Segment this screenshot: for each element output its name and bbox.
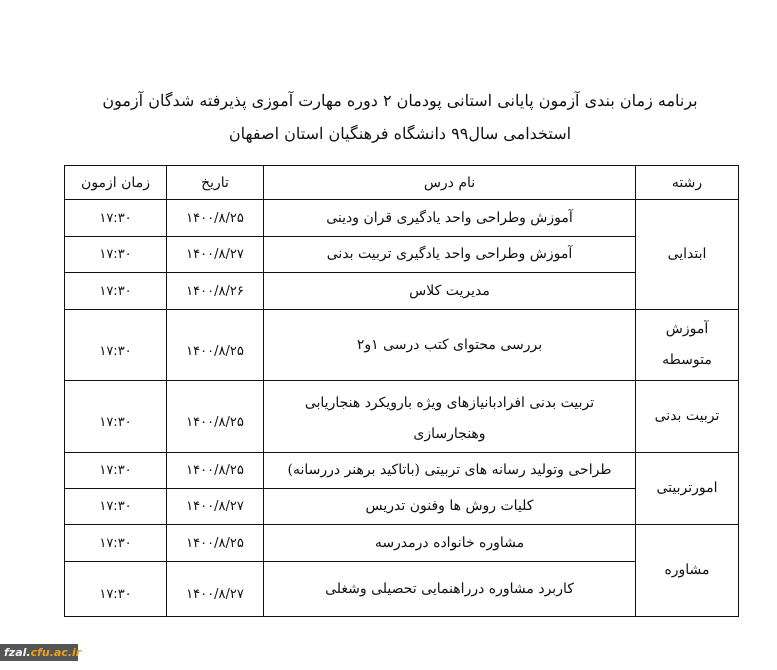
header-time: زمان ازمون bbox=[65, 166, 167, 200]
time-cell: ۱۷:۳۰ bbox=[65, 200, 167, 237]
time-cell: ۱۷:۳۰ bbox=[65, 525, 167, 562]
course-cell: کلیات روش ها وفنون تدریس bbox=[264, 489, 636, 525]
time-cell: ۱۷:۳۰ bbox=[65, 562, 167, 617]
time-cell: ۱۷:۳۰ bbox=[65, 237, 167, 273]
time-cell: ۱۷:۳۰ bbox=[65, 453, 167, 489]
course-cell: مشاوره خانواده درمدرسه bbox=[264, 525, 636, 562]
date-cell: ۱۴۰۰/۸/۲۵ bbox=[167, 453, 264, 489]
date-cell: ۱۴۰۰/۸/۲۶ bbox=[167, 273, 264, 310]
course-cell: آموزش وطراحی واحد یادگیری تربیت بدنی bbox=[264, 237, 636, 273]
time-cell: ۱۷:۳۰ bbox=[65, 273, 167, 310]
course-cell: آموزش وطراحی واحد یادگیری قران ودینی bbox=[264, 200, 636, 237]
table-row bbox=[65, 453, 739, 489]
date-cell: ۱۴۰۰/۸/۲۵ bbox=[167, 200, 264, 237]
date-cell: ۱۴۰۰/۸/۲۷ bbox=[167, 237, 264, 273]
field-cell: امورتربیتی bbox=[636, 453, 739, 525]
date-cell: ۱۴۰۰/۸/۲۷ bbox=[167, 562, 264, 617]
document-title-line-2: استخدامی سال۹۹ دانشگاه فرهنگیان استان اصفهان bbox=[228, 124, 572, 143]
table-row bbox=[65, 200, 739, 237]
time-cell: ۱۷:۳۰ bbox=[65, 489, 167, 525]
table-header-row bbox=[65, 166, 739, 200]
header-date: تاریخ bbox=[167, 166, 264, 200]
field-cell: تربیت بدنی bbox=[636, 381, 739, 453]
document-title-line-1: برنامه زمان بندی آزمون پایانی استانی پودمان ۲ دوره مهارت آموزی پذیرفته شدگان آزمون bbox=[102, 91, 698, 110]
header-course: نام درس bbox=[264, 166, 636, 200]
table-row bbox=[65, 310, 739, 381]
date-cell: ۱۴۰۰/۸/۲۵ bbox=[167, 381, 264, 453]
date-cell: ۱۴۰۰/۸/۲۵ bbox=[167, 525, 264, 562]
header-field: رشته bbox=[636, 166, 739, 200]
course-cell: تربیت بدنی افرادبانیازهای ویژه بارویکرد هنجاریابی وهنجارسازی bbox=[264, 381, 636, 453]
date-cell: ۱۴۰۰/۸/۲۵ bbox=[167, 310, 264, 381]
course-cell: طراحی وتولید رسانه های تربیتی (باتاکید برهنر دررسانه) bbox=[264, 453, 636, 489]
date-cell: ۱۴۰۰/۸/۲۷ bbox=[167, 489, 264, 525]
table-row bbox=[65, 381, 739, 453]
course-cell: بررسی محتوای کتب درسی ۱و۲ bbox=[264, 310, 636, 381]
field-cell: ابتدایی bbox=[636, 200, 739, 310]
time-cell: ۱۷:۳۰ bbox=[65, 310, 167, 381]
field-cell: آموزش متوسطه bbox=[636, 310, 739, 381]
site-watermark bbox=[0, 644, 82, 661]
exam-schedule-table bbox=[64, 165, 739, 617]
time-cell: ۱۷:۳۰ bbox=[65, 381, 167, 453]
field-cell: مشاوره bbox=[636, 525, 739, 617]
course-cell: کاربرد مشاوره درراهنمایی تحصیلی وشغلی bbox=[264, 562, 636, 617]
course-cell: مدیریت کلاس bbox=[264, 273, 636, 310]
watermark-part-2: cfu.ac.ir bbox=[30, 646, 82, 659]
table-row bbox=[65, 525, 739, 562]
watermark-part-1: fzal. bbox=[4, 646, 31, 659]
